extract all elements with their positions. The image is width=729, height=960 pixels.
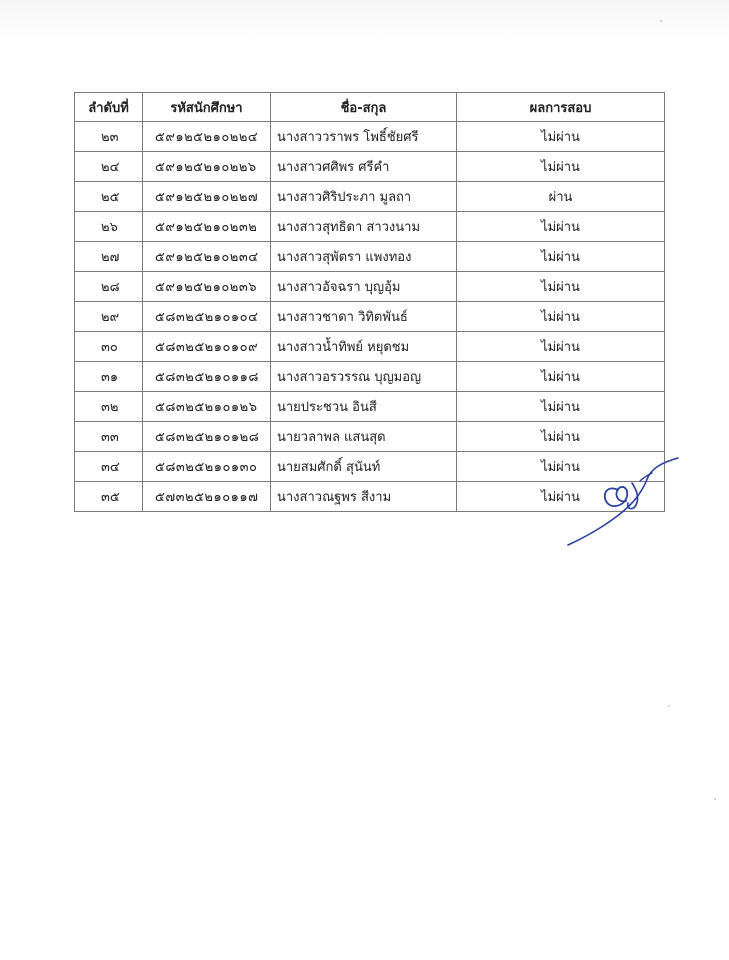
cell-name: นายประชวน อินสี bbox=[271, 392, 457, 422]
table-row bbox=[75, 362, 665, 392]
cell-result: ไม่ผ่าน bbox=[457, 122, 665, 152]
cell-result: ไม่ผ่าน bbox=[457, 482, 665, 512]
handwritten-signature bbox=[560, 455, 690, 550]
cell-result: ไม่ผ่าน bbox=[457, 392, 665, 422]
cell-seq: ๒๖ bbox=[75, 212, 143, 242]
signature-loop bbox=[605, 487, 628, 506]
cell-name: นายวลาพล แสนสุด bbox=[271, 422, 457, 452]
paper-speck bbox=[660, 20, 662, 22]
table-row bbox=[75, 392, 665, 422]
cell-name: นางสาวณฐพร สีงาม bbox=[271, 482, 457, 512]
cell-result: ไม่ผ่าน bbox=[457, 362, 665, 392]
signature-tick bbox=[640, 473, 652, 481]
cell-result: ไม่ผ่าน bbox=[457, 212, 665, 242]
table-row bbox=[75, 332, 665, 362]
table-row bbox=[75, 242, 665, 272]
cell-student-id: ๕๘๓๒๕๒๑๐๑๐๙ bbox=[143, 332, 271, 362]
header-student-id: รหัสนักศึกษา bbox=[143, 93, 271, 122]
table-row bbox=[75, 302, 665, 332]
cell-seq: ๒๕ bbox=[75, 182, 143, 212]
cell-student-id: ๕๘๓๒๕๒๑๐๑๒๘ bbox=[143, 422, 271, 452]
cell-seq: ๓๑ bbox=[75, 362, 143, 392]
cell-seq: ๒๔ bbox=[75, 152, 143, 182]
cell-student-id: ๕๘๓๒๕๒๑๐๑๐๔ bbox=[143, 302, 271, 332]
cell-result: ไม่ผ่าน bbox=[457, 272, 665, 302]
cell-result: ผ่าน bbox=[457, 182, 665, 212]
cell-seq: ๓๐ bbox=[75, 332, 143, 362]
cell-result: ไม่ผ่าน bbox=[457, 332, 665, 362]
cell-student-id: ๕๗๓๒๕๒๑๐๑๑๗ bbox=[143, 482, 271, 512]
cell-student-id: ๕๙๑๒๕๒๑๐๒๒๔ bbox=[143, 122, 271, 152]
cell-student-id: ๕๘๓๒๕๒๑๐๑๓๐ bbox=[143, 452, 271, 482]
cell-name: นางสาวชาดา วิทิตพันธ์ bbox=[271, 302, 457, 332]
cell-result: ไม่ผ่าน bbox=[457, 302, 665, 332]
cell-name: นางสาวอรวรรณ บุญมอญ bbox=[271, 362, 457, 392]
table-row bbox=[75, 212, 665, 242]
header-seq: ลำดับที่ bbox=[75, 93, 143, 122]
cell-seq: ๒๓ bbox=[75, 122, 143, 152]
cell-seq: ๓๔ bbox=[75, 452, 143, 482]
cell-name: นางสาวสุพัตรา แพงทอง bbox=[271, 242, 457, 272]
cell-student-id: ๕๙๑๒๕๒๑๐๒๓๒ bbox=[143, 212, 271, 242]
cell-name: นายสมศักดิ์ สุนันท์ bbox=[271, 452, 457, 482]
header-result: ผลการสอบ bbox=[457, 93, 665, 122]
cell-result: ไม่ผ่าน bbox=[457, 152, 665, 182]
cell-seq: ๓๓ bbox=[75, 422, 143, 452]
header-name: ชื่อ-สกุล bbox=[271, 93, 457, 122]
cell-student-id: ๕๙๑๒๕๒๑๐๒๓๖ bbox=[143, 272, 271, 302]
cell-name: นางสาวอัจฉรา บุญอุ้ม bbox=[271, 272, 457, 302]
cell-name: นางสาวศศิพร ศรีคำ bbox=[271, 152, 457, 182]
cell-student-id: ๕๙๑๒๕๒๑๐๒๒๖ bbox=[143, 152, 271, 182]
cell-student-id: ๕๘๓๒๕๒๑๐๑๒๖ bbox=[143, 392, 271, 422]
cell-seq: ๓๕ bbox=[75, 482, 143, 512]
cell-seq: ๒๗ bbox=[75, 242, 143, 272]
cell-student-id: ๕๙๑๒๕๒๑๐๒๒๗ bbox=[143, 182, 271, 212]
cell-name: นางสาวศิริประภา มูลถา bbox=[271, 182, 457, 212]
table-row bbox=[75, 182, 665, 212]
cell-seq: ๒๙ bbox=[75, 302, 143, 332]
paper-speck bbox=[668, 705, 670, 707]
cell-seq: ๒๘ bbox=[75, 272, 143, 302]
table-row bbox=[75, 422, 665, 452]
table-row bbox=[75, 272, 665, 302]
table-row bbox=[75, 122, 665, 152]
cell-name: นางสาวสุทธิดา สาวงนาม bbox=[271, 212, 457, 242]
table-row bbox=[75, 152, 665, 182]
cell-student-id: ๕๙๑๒๕๒๑๐๒๓๔ bbox=[143, 242, 271, 272]
cell-result: ไม่ผ่าน bbox=[457, 422, 665, 452]
cell-result: ไม่ผ่าน bbox=[457, 452, 665, 482]
cell-name: นางสาววราพร โพธิ์ชัยศรี bbox=[271, 122, 457, 152]
paper-speck bbox=[714, 798, 716, 800]
cell-student-id: ๕๘๓๒๕๒๑๐๑๑๘ bbox=[143, 362, 271, 392]
cell-name: นางสาวน้ำทิพย์ หยุดชม bbox=[271, 332, 457, 362]
exam-result-table bbox=[74, 92, 665, 512]
table-header-row bbox=[75, 93, 665, 122]
cell-result: ไม่ผ่าน bbox=[457, 242, 665, 272]
cell-seq: ๓๒ bbox=[75, 392, 143, 422]
